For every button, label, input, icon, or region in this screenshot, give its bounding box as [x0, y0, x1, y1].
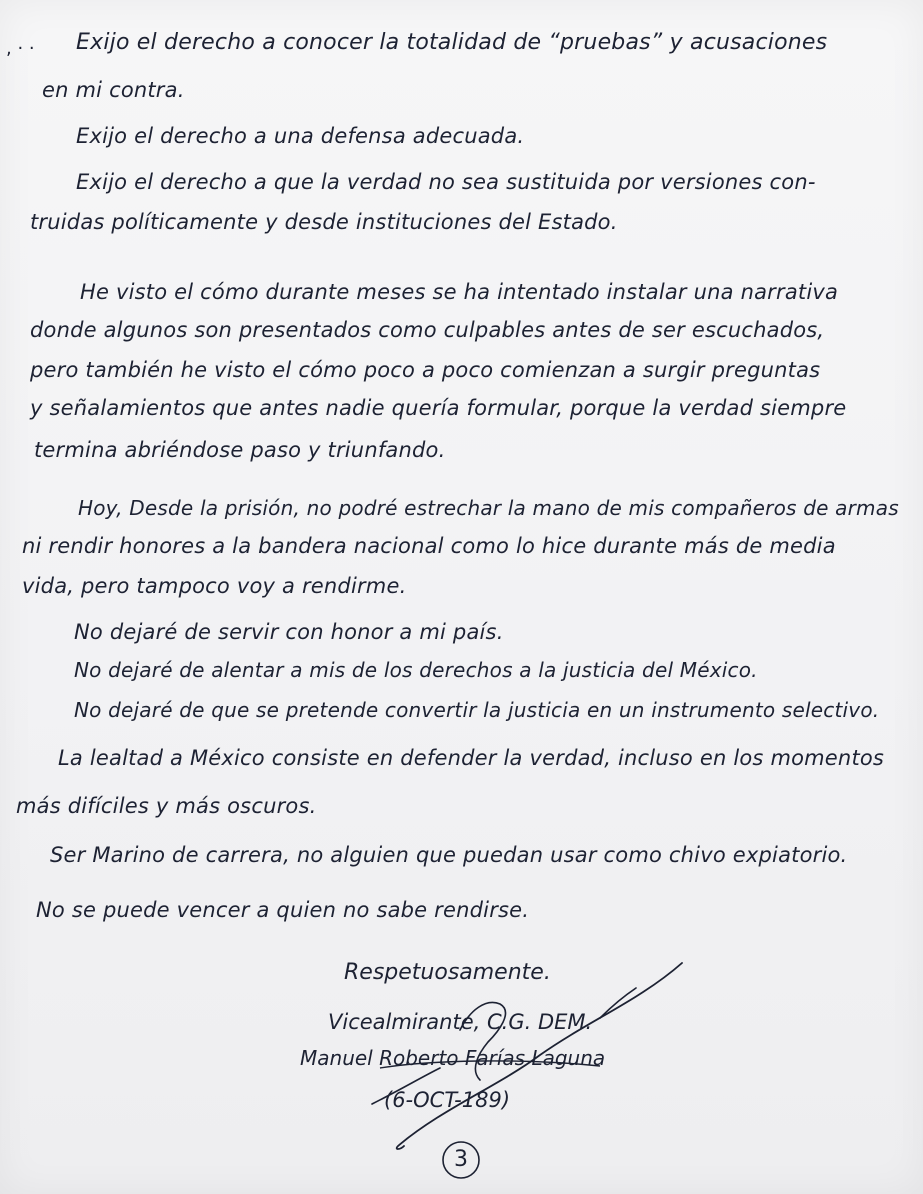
letter-line: No dejaré de que se pretende convertir la justicia en un instrumento selectivo. — [74, 698, 880, 722]
letter-line: La lealtad a México consiste en defender la verdad, incluso en los momentos — [58, 746, 885, 770]
letter-line: ni rendir honores a la bandera nacional como lo hice durante más de media — [22, 534, 836, 558]
letter-line: Exijo el derecho a conocer la totalidad de “pruebas” y acusaciones — [76, 30, 828, 55]
letter-line: Exijo el derecho a una defensa adecuada. — [76, 124, 525, 148]
letter-line: Ser Marino de carrera, no alguien que puedan usar como chivo expiatorio. — [50, 843, 848, 867]
signature-id: (6-OCT-189) — [384, 1088, 511, 1112]
signature-closing: Respetuosamente. — [344, 960, 551, 985]
letter-line: en mi contra. — [42, 78, 185, 102]
letter-line: truidas políticamente y desde instituciones del Estado. — [30, 210, 618, 234]
letter-line: donde algunos son presentados como culpables antes de ser escuchados, — [30, 318, 825, 342]
signature-rank: Vicealmirante, C.G. DEM. — [328, 1010, 593, 1034]
letter-line: pero también he visto el cómo poco a poco comienzan a surgir preguntas — [30, 358, 821, 382]
letter-line: No dejaré de servir con honor a mi país. — [74, 620, 504, 644]
letter-line: No dejaré de alentar a mis de los derechos a la justicia del México. — [74, 658, 758, 682]
letter-line: termina abriéndose paso y triunfando. — [34, 438, 446, 462]
page-number — [440, 1139, 482, 1181]
letter-line: He visto el cómo durante meses se ha intentado instalar una narrativa — [80, 280, 839, 304]
letter-line: Exijo el derecho a que la verdad no sea sustituida por versiones con- — [76, 170, 816, 194]
letter-line: No se puede vencer a quien no sabe rendirse. — [36, 898, 530, 922]
margin-mark: , · · — [6, 38, 35, 59]
letter-line: Hoy, Desde la prisión, no podré estrechar la mano de mis compañeros de armas — [78, 496, 899, 520]
page-number-value: 3 — [454, 1147, 468, 1172]
letter-line: vida, pero tampoco voy a rendirme. — [22, 574, 407, 598]
letter-line: y señalamientos que antes nadie quería formular, porque la verdad siempre — [30, 396, 847, 420]
signature-name: Manuel Roberto Farías Laguna — [300, 1046, 606, 1070]
letter-line: más difíciles y más oscuros. — [16, 794, 317, 818]
